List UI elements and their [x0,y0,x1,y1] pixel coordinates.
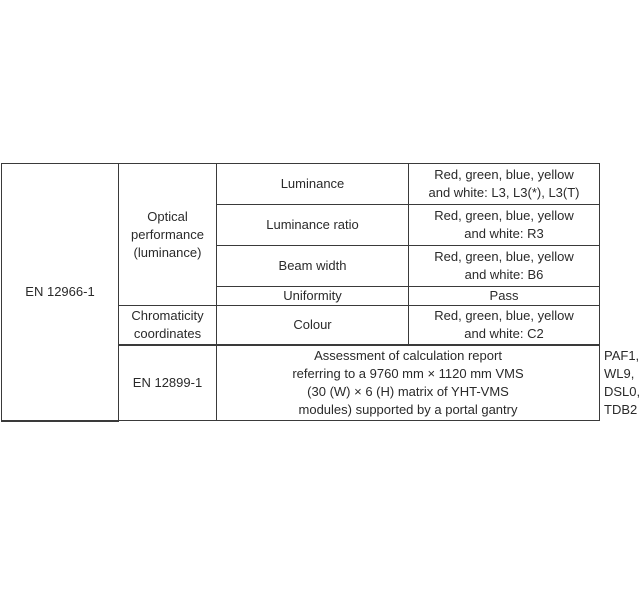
result-cell: Red, green, blue, yellow and white: L3, L3(*), L3(T) [409,164,600,205]
table-row: EN 12899-1 Assessment of calculation report referring to a 9760 mm × 1120 mm VMS (30 (W) × 6 (H) matrix of YHT-VMS modules) supported by a portal gantry PAF1, WL9, DSL0, TDB2 [2,345,600,421]
group-label-line: Optical [147,208,188,224]
assessment-cell: Assessment of calculation report referring to a 9760 mm × 1120 mm VMS (30 (W) × 6 (H) matrix of YHT-VMS modules) supported by a portal gantry [217,345,600,421]
table-row [2,164,600,205]
property-cell: Uniformity [217,287,409,306]
property-cell: Beam width [217,246,409,287]
group-label-line: performance [131,226,204,242]
result-cell: Red, green, blue, yellow and white: B6 [409,246,600,287]
standard-cell-en12899: EN 12899-1 [119,345,217,421]
result-cell: Red, green, blue, yellow and white: R3 [409,205,600,246]
property-cell: Colour [217,306,409,346]
certification-table [1,163,640,422]
result-cell: Pass [409,287,600,306]
optical-performance-cell [119,164,217,306]
property-cell: Luminance [217,164,409,205]
result-cell: Red, green, blue, yellow and white: C2 [409,306,600,346]
group-label-line: (luminance) [133,244,202,260]
property-cell: Luminance ratio [217,205,409,246]
chromaticity-cell: Chromaticity coordinates [119,306,217,346]
standard-cell-en12966: EN 12966-1 [2,164,119,421]
